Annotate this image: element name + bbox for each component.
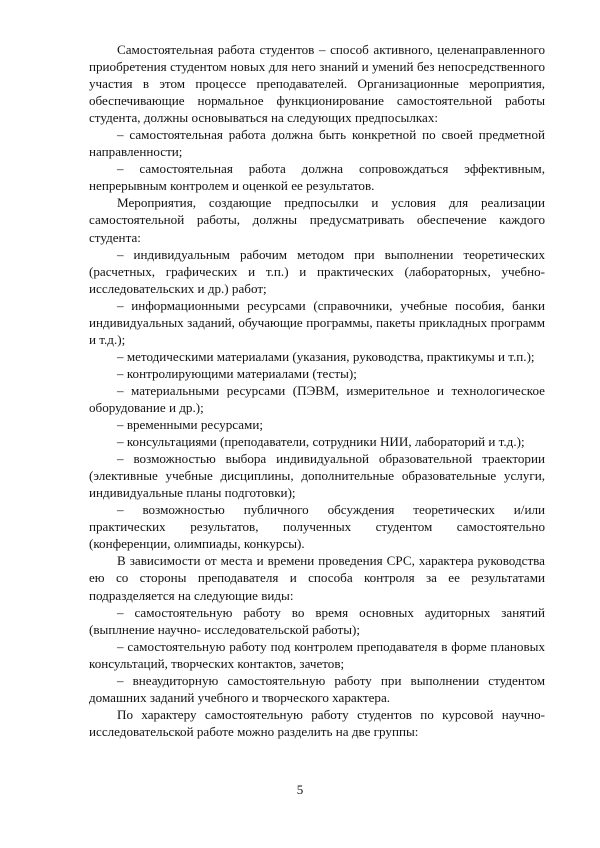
list-item: – индивидуальным рабочим методом при выполнении теоретических (расчетных, графических и т.п.) и практических (лабораторных, учебно-исследовательских и др.) работ;: [89, 246, 545, 296]
list-item: – материальными ресурсами (ПЭВМ, измерительное и технологическое оборудование и др.);: [89, 382, 545, 415]
paragraph-groups: По характеру самостоятельную работу студентов по курсовой научно-исследовательской работе можно разделить на две группы:: [89, 706, 545, 739]
list-item: – возможностью выбора индивидуальной образовательной траектории (элективные учебные дисциплины, дополнительные образовательные услуги, индивидуальные планы подготовки);: [89, 451, 545, 501]
list-item: – методическими материалами (указания, руководства, практикумы и т.п.);: [117, 348, 535, 364]
page-number: 5: [296, 782, 304, 797]
list-item: – контролирующими материалами (тесты);: [117, 365, 357, 381]
paragraph-intro: Самостоятельная работа студентов – способ активного, целенаправленного приобретения студентом новых для него знаний и умений без непосредственного участия в этом процессе преподавателей. Организационные мероприятия, обеспечивающие нормальное функционирование самостоятельной работы студента, должны основываться на следующих предпосылках:: [89, 42, 545, 126]
list-item: – возможностью публичного обсуждения теоретических и/или практических результатов, полученных студентом самостоятельно (конференции, олимпиады, конкурсы).: [89, 502, 545, 552]
paragraph-measures: Мероприятия, создающие предпосылки и условия для реализации самостоятельной работы, должны предусматривать обеспечение каждого студента:: [89, 195, 545, 245]
list-item: – временными ресурсами;: [117, 417, 263, 433]
list-item: – самостоятельную работу во время основных аудиторных занятий (выплнение научно- исследовательской работы);: [89, 604, 545, 637]
document-body: [89, 41, 545, 740]
list-item: – самостоятельную работу под контролем преподавателя в форме плановых консультаций, творческих контактов, зачетов;: [89, 638, 545, 671]
list-item: – информационными ресурсами (справочники, учебные пособия, банки индивидуальных заданий, обучающие программы, пакеты прикладных программ и т.д.);: [89, 297, 545, 347]
list-item: – самостоятельная работа должна быть конкретной по своей предметной направленности;: [89, 127, 545, 160]
list-item: – внеаудиторную самостоятельную работу при выполнении студентом домашних заданий учебного и творческого характера.: [89, 672, 545, 705]
list-item: – самостоятельная работа должна сопровождаться эффективным, непрерывным контролем и оценкой ее результатов.: [89, 161, 545, 194]
list-item: – консультациями (преподаватели, сотрудники НИИ, лабораторий и т.д.);: [117, 434, 525, 450]
paragraph-types: В зависимости от места и времени проведения СРС, характера руководства ею со стороны преподавателя и способа контроля за ее результатами подразделяется на следующие виды:: [89, 553, 545, 603]
